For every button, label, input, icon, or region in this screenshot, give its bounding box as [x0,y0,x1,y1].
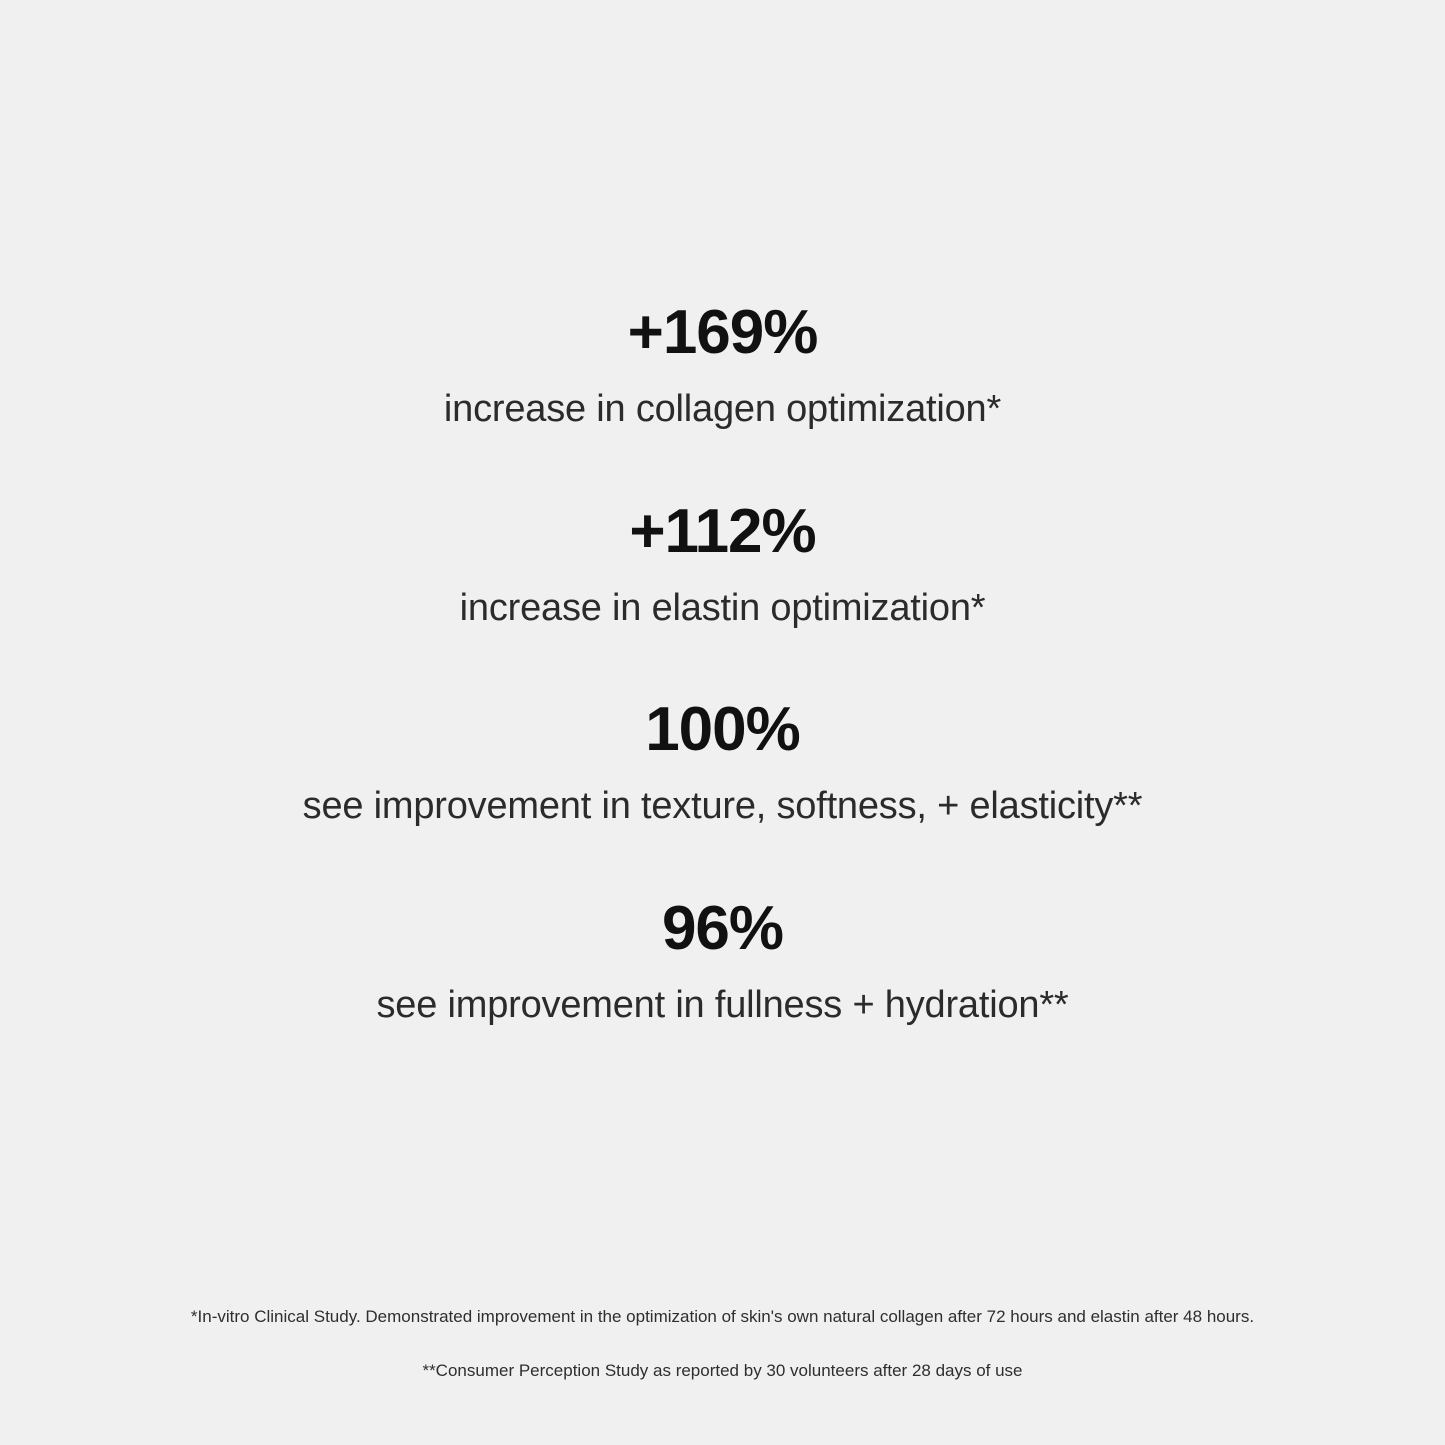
footnote-clinical-study: *In-vitro Clinical Study. Demonstrated improvement in the optimization of skin's own natural collagen after 72 hours and elastin after 48 hours. [190,1307,1255,1327]
footnotes [0,1305,1445,1383]
stat-label: see improvement in texture, softness, + elasticity** [302,785,1143,828]
footnote-consumer-study: **Consumer Perception Study as reported by 30 volunteers after 28 days of use [422,1361,1023,1381]
stat-label: see improvement in fullness + hydration** [376,984,1069,1027]
stat-item [0,496,1445,632]
stats-list [0,300,1445,1029]
stat-label: increase in collagen optimization* [443,388,1002,431]
stat-label: increase in elastin optimization* [459,586,986,629]
stat-item [0,896,1445,1029]
stat-value: +112% [629,496,816,566]
stat-value: 96% [661,894,784,964]
stat-item [0,300,1445,433]
stat-value: 100% [645,695,800,765]
stat-value: +169% [627,298,818,367]
stat-item [0,697,1445,830]
